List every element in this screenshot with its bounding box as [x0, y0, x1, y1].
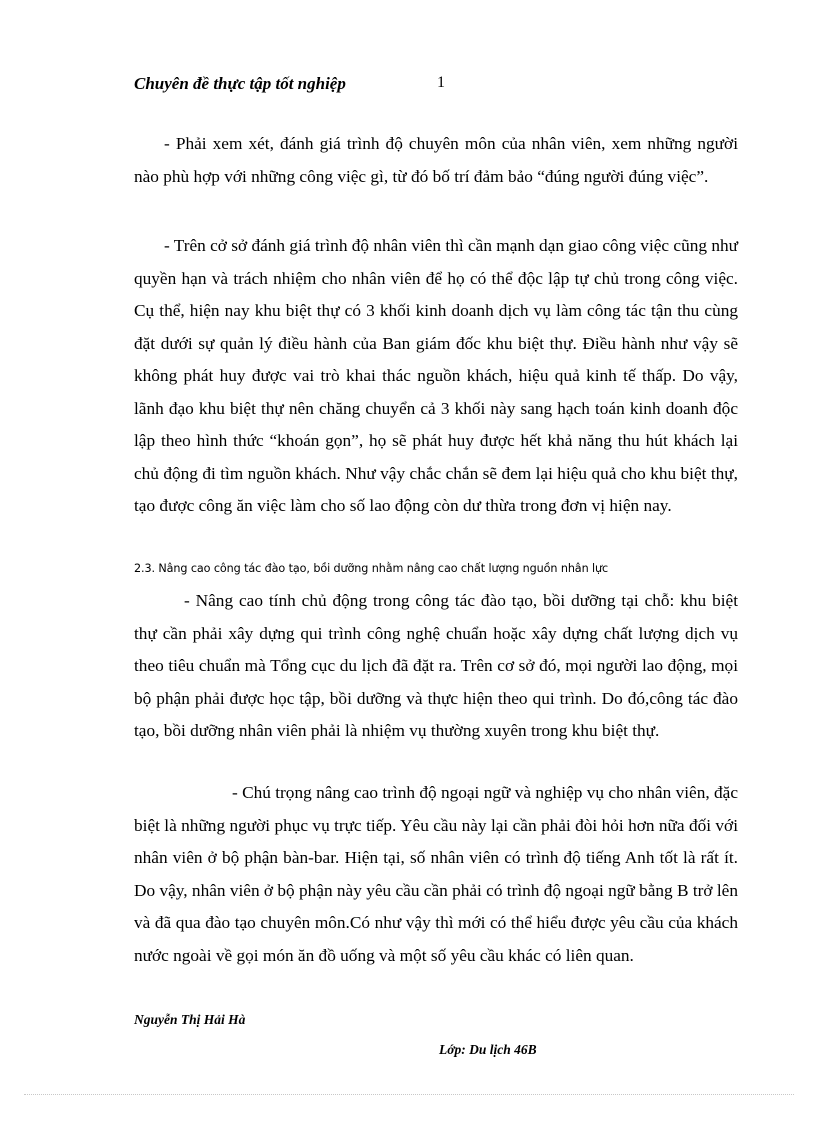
footer-class: Lớp: Du lịch 46B: [439, 1042, 537, 1057]
page-bottom-divider: [24, 1094, 794, 1095]
page-header: [134, 70, 454, 98]
section-heading: 2.3. Nâng cao công tác đào tạo, bồi dưỡng nhằm nâng cao chất lượng nguồn nhân lực: [134, 562, 609, 575]
footer-author: Nguyễn Thị Hải Hà: [134, 1012, 246, 1027]
paragraph-3: - Nâng cao tính chủ động trong công tác đào tạo, bồi dưỡng tại chỗ: khu biệt thự cần phải xây dựng qui trình công nghệ chuẩn hoặc xây dựng chất lượng dịch vụ theo tiêu chuẩn mà Tổng cục du lịch đã đặt ra. Trên cơ sở đó, mọi người lao động, mọi bộ phận phải được học tập, bồi dưỡng và thực hiện theo qui trình. Do đó,công tác đào tạo, bồi dưỡng nhân viên phải là nhiệm vụ thường xuyên trong khu biệt thự.: [134, 591, 738, 740]
paragraph-1: - Phải xem xét, đánh giá trình độ chuyên môn của nhân viên, xem những người nào phù hợp với những công việc gì, từ đó bố trí đảm bảo “đúng người đúng việc”.: [134, 134, 738, 186]
header-title: Chuyên đề thực tập tốt nghiệp: [134, 74, 346, 93]
page-number: 1: [437, 74, 445, 91]
paragraph-4: - Chú trọng nâng cao trình độ ngoại ngữ và nghiệp vụ cho nhân viên, đặc biệt là những người phục vụ trực tiếp. Yêu cầu này lại cần phải đòi hỏi hơn nữa đối với nhân viên ở bộ phận bàn-bar. Hiện tại, số nhân viên có trình độ tiếng Anh tốt là rất ít. Do vậy, nhân viên ở bộ phận này yêu cầu cần phải có trình độ ngoại ngữ bằng B trở lên và đã qua đào tạo chuyên môn.Có như vậy thì mới có thể hiểu được yêu cầu của khách nước ngoài về gọi món ăn đồ uống và một số yêu cầu khác có liên quan.: [134, 783, 738, 965]
paragraph-2: - Trên cở sở đánh giá trình độ nhân viên thì cần mạnh dạn giao công việc cũng như quyền hạn và trách nhiệm cho nhân viên để họ có thể độc lập tự chủ trong công việc. Cụ thể, hiện nay khu biệt thự có 3 khối kinh doanh dịch vụ làm công tác tận thu cùng đặt dưới sự quản lý điều hành của Ban giám đốc khu biệt thự. Điều hành như vậy sẽ không phát huy được vai trò khai thác nguồn khách, hiệu quả kinh tế thấp. Do vậy, lãnh đạo khu biệt thự nên chăng chuyển cả 3 khối này sang hạch toán kinh doanh độc lập theo hình thức “khoán gọn”, họ sẽ phát huy được hết khả năng thu hút khách lại chủ động đi tìm nguồn khách. Như vậy chắc chắn sẽ đem lại hiệu quả cho khu biệt thự, tạo được công ăn việc làm cho số lao động còn dư thừa trong đơn vị hiện nay.: [134, 236, 738, 515]
